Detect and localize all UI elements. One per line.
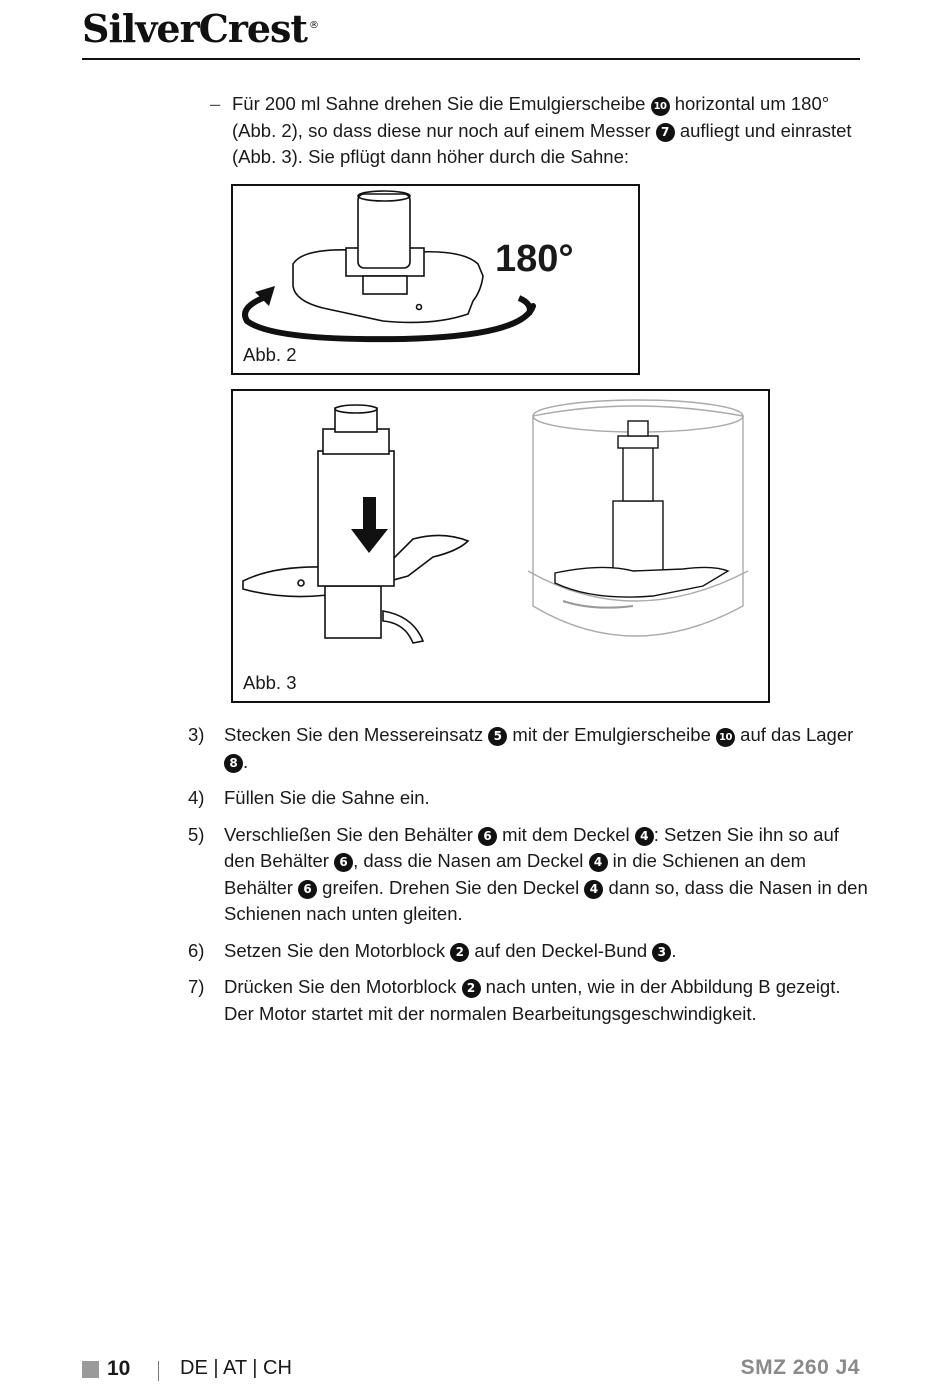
blade-assembly-illustration <box>233 391 768 701</box>
brand-logo <box>82 6 318 51</box>
ref-badge: 6 <box>478 827 497 846</box>
figure-caption: Abb. 2 <box>243 344 297 365</box>
step-text <box>224 724 853 772</box>
intro-text-part1: Für 200 ml Sahne drehen Sie die Emulgierscheibe <box>232 93 646 114</box>
step-number: 3) <box>188 724 205 745</box>
ref-badge: 6 <box>298 880 317 899</box>
brand-name: SilverCrest <box>82 6 307 51</box>
ref-badge: 6 <box>334 853 353 872</box>
model-number: SMZ 260 J4 <box>740 1356 860 1379</box>
trademark-symbol: ® <box>308 20 318 32</box>
step-number: 4) <box>188 787 205 808</box>
page-footer <box>82 1355 860 1385</box>
ref-badge: 2 <box>450 943 469 962</box>
intro-text-part3: aufliegt und einrastet (Abb. 3). Sie pflügt dann höher durch die Sahne: <box>232 119 852 167</box>
ref-badge: 4 <box>589 853 608 872</box>
step-text-segment: Setzen Sie den Motorblock <box>224 939 451 961</box>
ref-badge: 10 <box>716 728 735 747</box>
footer-marker <box>82 1361 99 1378</box>
step-text-segment: greifen. Drehen Sie den Deckel <box>317 876 585 898</box>
step-text-segment: auf den Deckel-Bund <box>469 939 653 961</box>
step-text <box>224 940 676 961</box>
step-text-segment: . <box>243 750 249 772</box>
step-text-segment: . <box>671 939 677 961</box>
rotation-label: 180° <box>495 238 574 280</box>
figure-caption: Abb. 3 <box>243 672 297 693</box>
step-text <box>224 976 841 1024</box>
step-text-segment: in die Schienen an dem Behälter <box>224 850 807 898</box>
intro-text <box>232 91 870 171</box>
header-divider <box>82 58 860 60</box>
figure-abb3 <box>231 389 770 703</box>
step-text <box>224 787 430 808</box>
ref-badge: 4 <box>584 880 603 899</box>
step-text-segment: Verschließen Sie den Behälter <box>224 823 479 845</box>
step-text-segment: mit dem Deckel <box>497 823 635 845</box>
intro-text-part2: horizontal um 180° (Abb. 2), so dass diese nur noch auf einem Messer <box>232 93 830 141</box>
step-number: 6) <box>188 939 205 961</box>
step-text-segment: Drücken Sie den Motorblock <box>224 976 462 997</box>
instruction-steps <box>188 722 868 1037</box>
intro-paragraph <box>210 91 870 171</box>
ref-badge: 2 <box>462 979 481 998</box>
ref-badge: 10 <box>651 97 670 116</box>
footer-separator <box>158 1361 159 1381</box>
step-text-segment: dann so, dass die Nasen in den Schienen nach unten gleiten. <box>224 876 868 924</box>
step-text-segment: , dass die Nasen am Deckel <box>353 850 589 871</box>
ref-badge: 7 <box>656 123 675 142</box>
ref-badge: 8 <box>224 754 243 773</box>
ref-badge: 5 <box>488 727 507 746</box>
ref-badge: 3 <box>652 943 671 962</box>
step-number: 7) <box>188 976 205 997</box>
step-text-segment: Füllen Sie die Sahne ein. <box>224 787 430 808</box>
step-text <box>224 824 868 925</box>
list-item <box>188 722 868 775</box>
page-number: 10 <box>107 1357 131 1380</box>
ref-badge: 4 <box>635 827 654 846</box>
step-text-segment: Stecken Sie den Messereinsatz <box>224 724 489 745</box>
step-number: 5) <box>188 823 205 845</box>
step-text-segment: auf das Lager <box>735 724 854 745</box>
figure-abb2 <box>231 184 640 375</box>
list-dash: – <box>210 93 221 114</box>
country-codes: DE | AT | CH <box>180 1357 292 1379</box>
list-item <box>188 785 868 812</box>
step-text-segment: nach unten, wie in der Abbildung B gezeigt. Der Motor startet mit der normalen Bearbeitungsgeschwindigkeit. <box>224 976 841 1024</box>
list-item <box>188 938 868 965</box>
step-text-segment: mit der Emulgierscheibe <box>507 724 717 745</box>
list-item <box>188 974 868 1027</box>
step-text-segment: : Setzen Sie ihn so auf den Behälter <box>224 823 839 871</box>
list-item <box>188 822 868 928</box>
